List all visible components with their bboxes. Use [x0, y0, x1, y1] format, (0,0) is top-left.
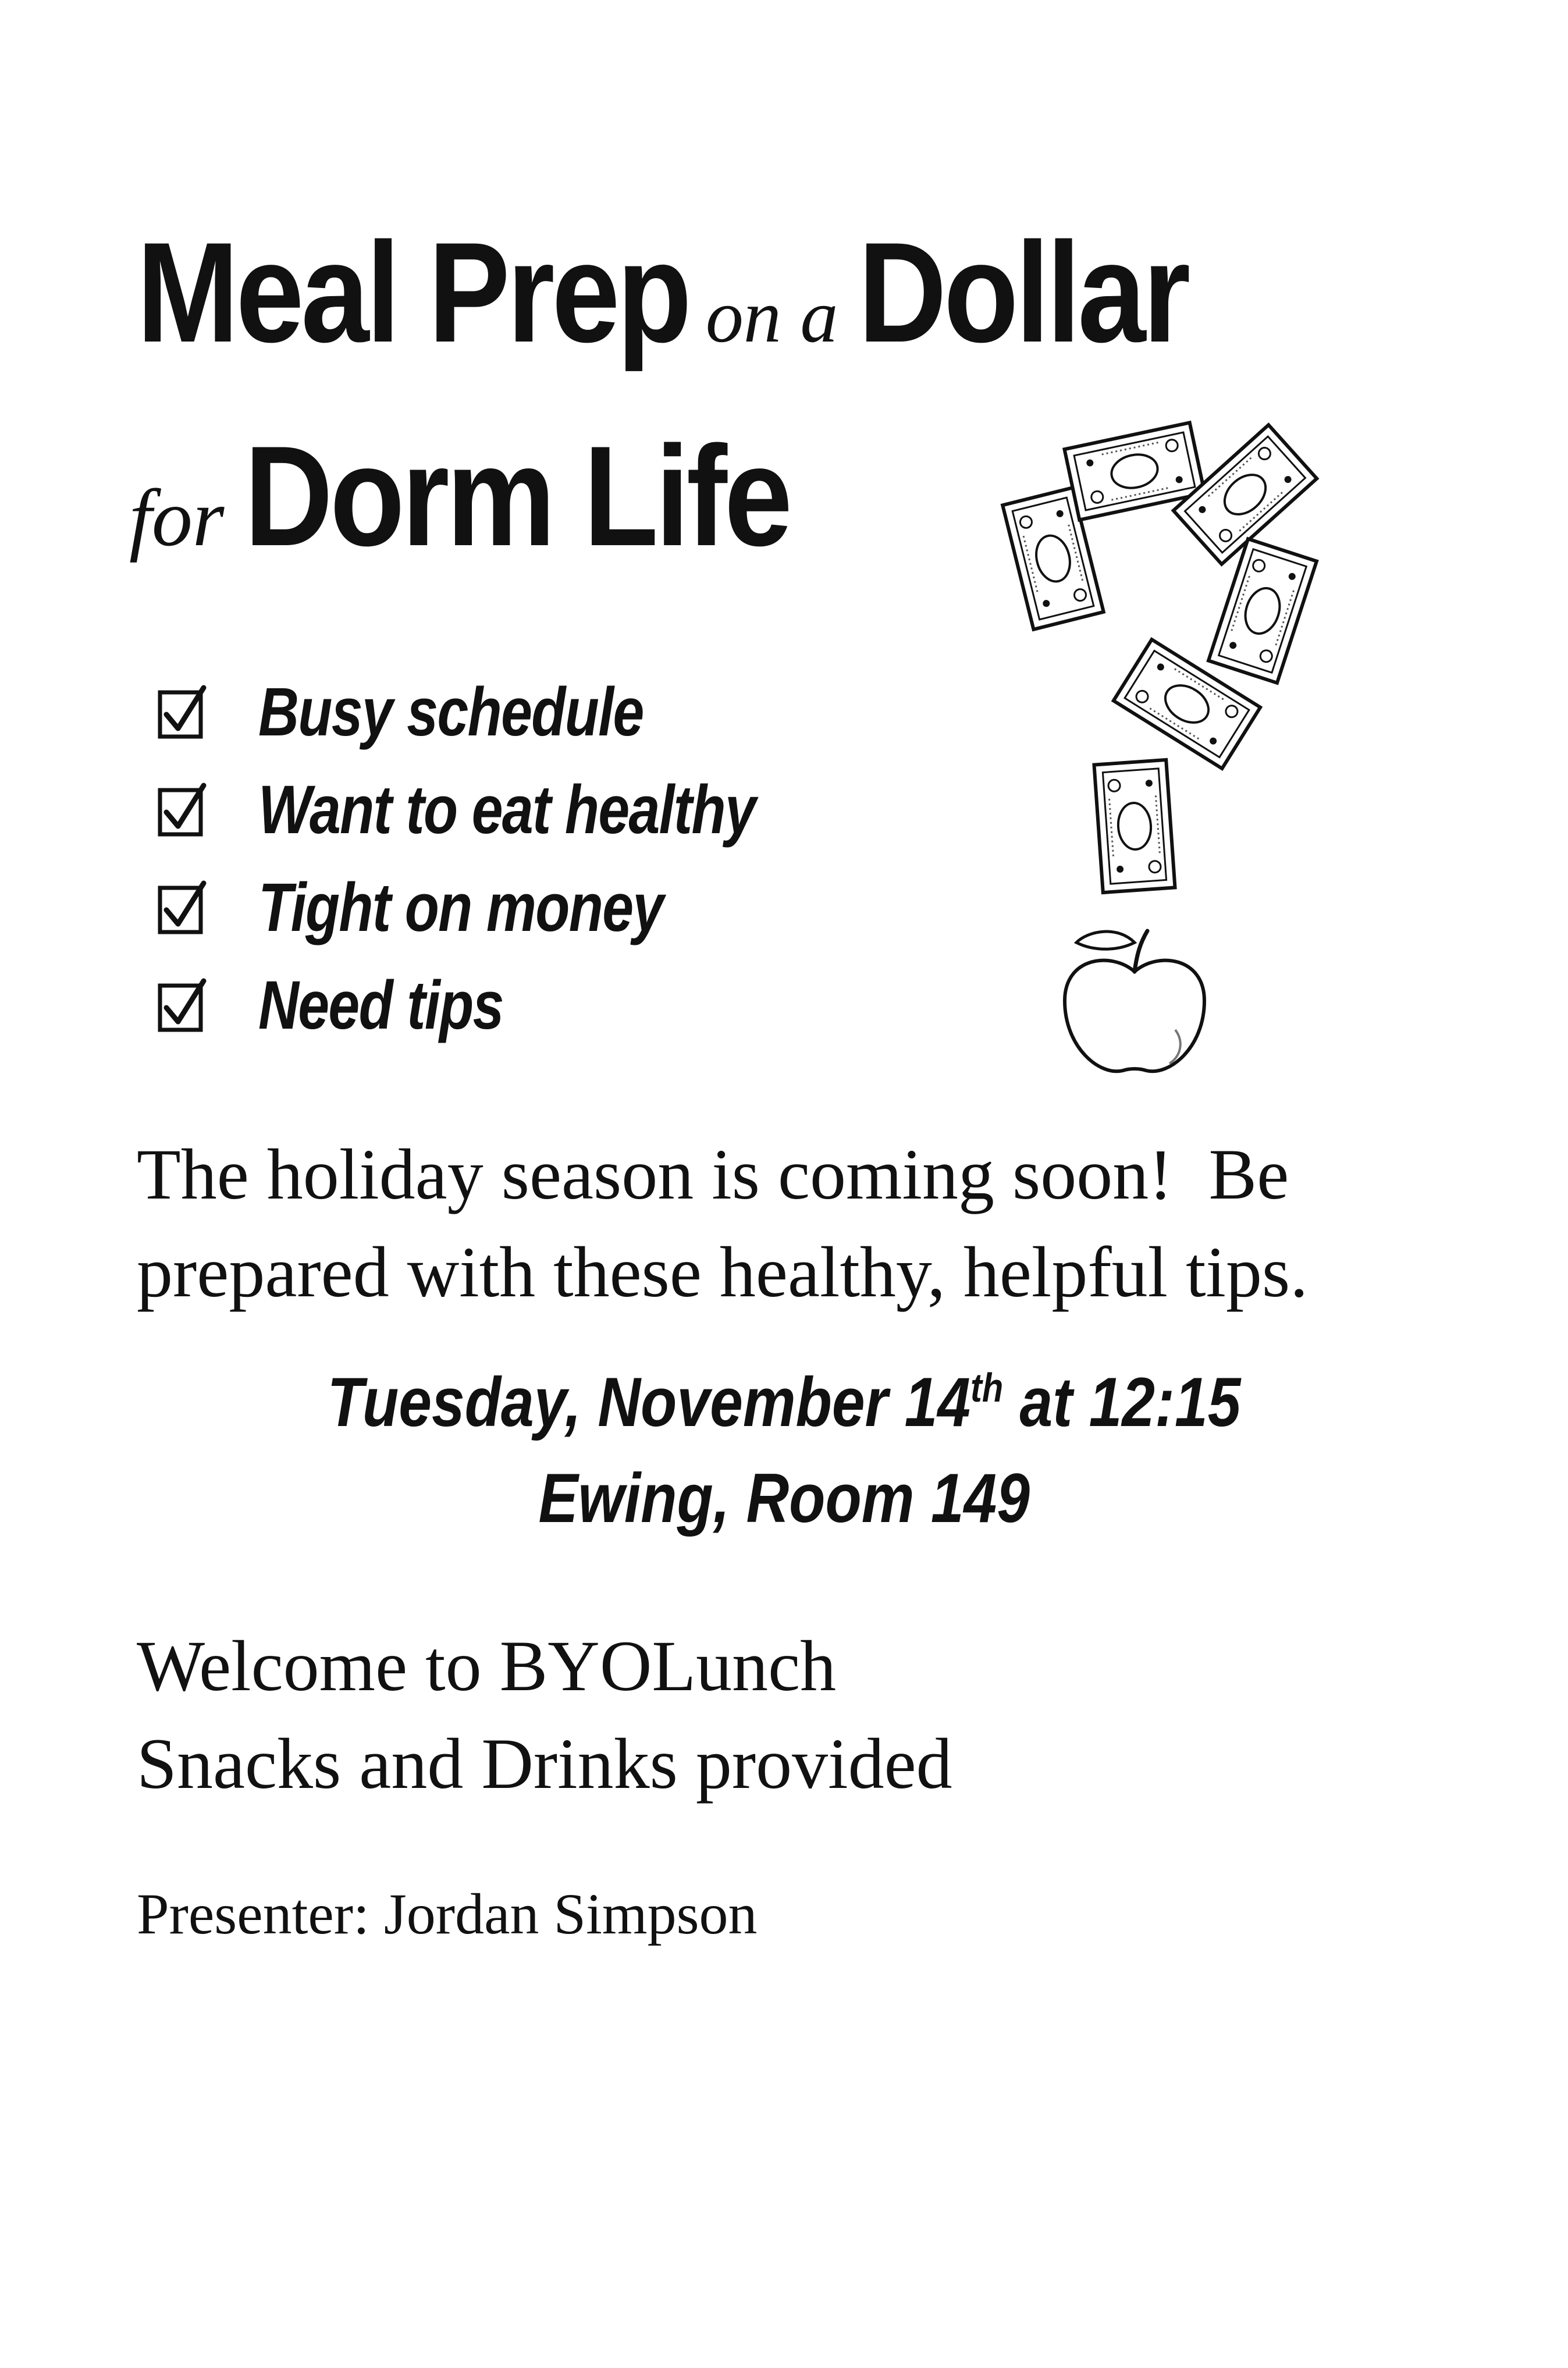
checked-box-icon [157, 782, 207, 838]
title-line-1 [137, 212, 1241, 372]
checklist-item [157, 859, 865, 957]
event-date-text: Tuesday, November 14 [327, 1363, 971, 1441]
checked-box-icon [157, 977, 207, 1033]
checklist-label: Tight on money [258, 869, 663, 946]
event-location [0, 1459, 1568, 1537]
info-line-1: Welcome to BYOLunch [137, 1626, 837, 1706]
money-question-mark-apple-icon [966, 419, 1361, 1094]
checklist-item [157, 663, 865, 761]
title-dollar: Dollar [858, 212, 1187, 372]
checklist-item [157, 957, 865, 1054]
checklist-label: Need tips [258, 967, 503, 1044]
checked-box-icon [157, 880, 207, 936]
title-for: for [129, 473, 225, 563]
checklist-label: Busy schedule [258, 674, 643, 751]
description-line-2: prepared with these healthy, helpful tips. [137, 1232, 1309, 1312]
checklist [157, 663, 865, 1054]
checklist-label: Want to eat healthy [258, 771, 756, 848]
checklist-item [157, 761, 865, 859]
title-on-a: on a [705, 275, 838, 358]
event-date [0, 1363, 1568, 1441]
title-dorm-life: Dorm Life [244, 416, 790, 575]
event-date-suffix: th [970, 1365, 1004, 1410]
description-line-1: The holiday season is coming soon! Be [137, 1135, 1289, 1214]
title-line-2 [129, 416, 878, 575]
presenter: Presenter: Jordan Simpson [137, 1882, 758, 1946]
event-time: at 12:15 [1019, 1363, 1241, 1441]
info-line-2: Snacks and Drinks provided [137, 1724, 952, 1804]
event-location-text: Ewing, Room 149 [538, 1459, 1030, 1537]
checked-box-icon [157, 684, 207, 740]
title-meal-prep: Meal Prep [137, 212, 689, 372]
description [137, 1126, 1475, 1321]
info [137, 1617, 952, 1813]
